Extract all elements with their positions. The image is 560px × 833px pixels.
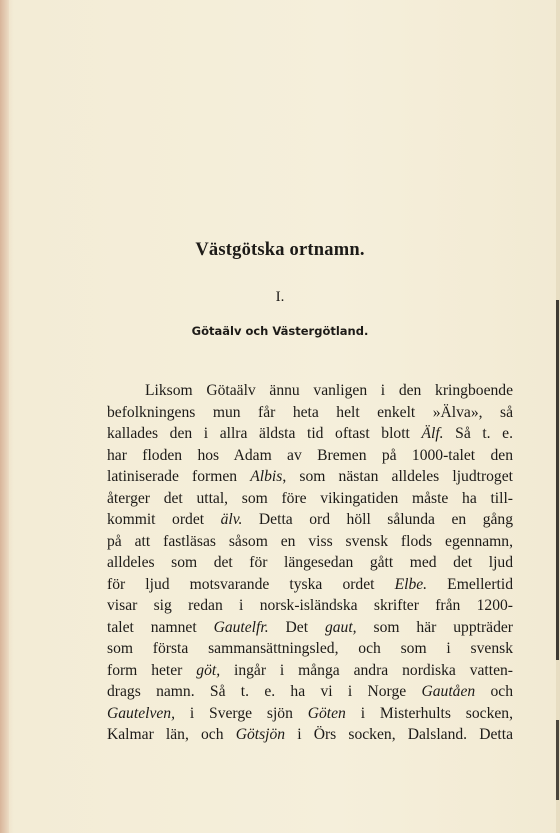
text-run: som här uppträder — [356, 618, 513, 636]
text-line — [107, 703, 513, 725]
text-run: talet namnet — [107, 618, 214, 636]
text-run: i Sverge sjön — [174, 704, 308, 722]
text-run: alldeles som det för längesedan gått med det ljud — [107, 554, 513, 571]
text-run: latiniserade formen — [107, 468, 251, 485]
text-run: kallades den i allra äldsta tid oftast blott — [107, 425, 422, 442]
text-run: Liksom Götaälv ännu vanligen i den kringboende — [145, 382, 513, 399]
text-line — [107, 509, 513, 531]
text-line — [107, 574, 513, 596]
text-run: i Misterhults socken, — [345, 704, 513, 722]
body-paragraph — [107, 380, 513, 746]
text-run: som första sammansättningsled, och som i svensk — [107, 640, 513, 657]
text-line — [107, 423, 513, 445]
italic-term: Gautelven, — [107, 704, 175, 722]
text-run: Kalmar län, och — [107, 726, 236, 743]
italic-term: Gautåen — [421, 683, 476, 700]
text-run: ingår i många andra nordiska vatten- — [220, 661, 513, 679]
text-line — [107, 724, 513, 746]
italic-term: Älf. — [421, 425, 444, 442]
italic-term: Elbe. — [394, 575, 428, 593]
text-line — [107, 617, 513, 639]
text-run: Det — [268, 618, 325, 636]
italic-term: Albis — [250, 468, 283, 485]
text-line — [107, 531, 513, 553]
text-run: befolkningens mun får heta helt enkelt »Älva», så — [107, 403, 513, 421]
section-heading: Götaälv och Västergötland. — [191, 324, 369, 338]
text-run: Emellertid — [427, 575, 513, 593]
text-line — [107, 660, 513, 682]
text-run: drags namn. Så t. e. ha vi i Norge — [107, 683, 422, 700]
text-run: kommit ordet — [107, 511, 221, 528]
text-line — [107, 380, 513, 402]
italic-term: Göten — [307, 704, 346, 722]
text-run: Detta ord höll sålunda en gång — [242, 511, 514, 528]
italic-term: Gautelfr. — [213, 618, 269, 636]
text-run: visar sig redan i norsk-isländska skrifter från 1200- — [107, 597, 513, 614]
text-run: , som nästan alldeles ljudtroget — [282, 468, 513, 485]
page-title: Västgötska ortnamn. — [195, 240, 365, 260]
italic-term: gaut, — [324, 618, 357, 636]
text-run: återger det uttal, som före vikingatiden måste ha till- — [107, 489, 513, 507]
text-run: för ljud motsvarande tyska ordet — [107, 575, 395, 593]
text-run: form heter — [107, 661, 197, 679]
text-line — [107, 445, 513, 467]
text-line — [107, 466, 513, 488]
text-line — [107, 595, 513, 617]
italic-term: Götsjön — [235, 726, 286, 743]
text-run: i Örs socken, Dalsland. Detta — [285, 726, 513, 743]
text-line — [107, 402, 513, 424]
text-run: på att fastläsas såsom en viss svensk flods egennamn, — [107, 532, 513, 550]
text-line — [107, 488, 513, 510]
italic-term: göt, — [196, 661, 221, 679]
text-run: och — [475, 683, 513, 700]
italic-term: älv. — [220, 511, 243, 528]
text-line — [107, 681, 513, 703]
text-run: har floden hos Adam av Bremen på 1000-talet den — [107, 446, 513, 464]
text-run: Så t. e. — [443, 425, 513, 442]
page-right-edge — [556, 0, 560, 833]
chapter-number: I. — [275, 289, 285, 305]
text-line — [107, 552, 513, 574]
page-left-edge — [0, 0, 9, 833]
text-line — [107, 638, 513, 660]
